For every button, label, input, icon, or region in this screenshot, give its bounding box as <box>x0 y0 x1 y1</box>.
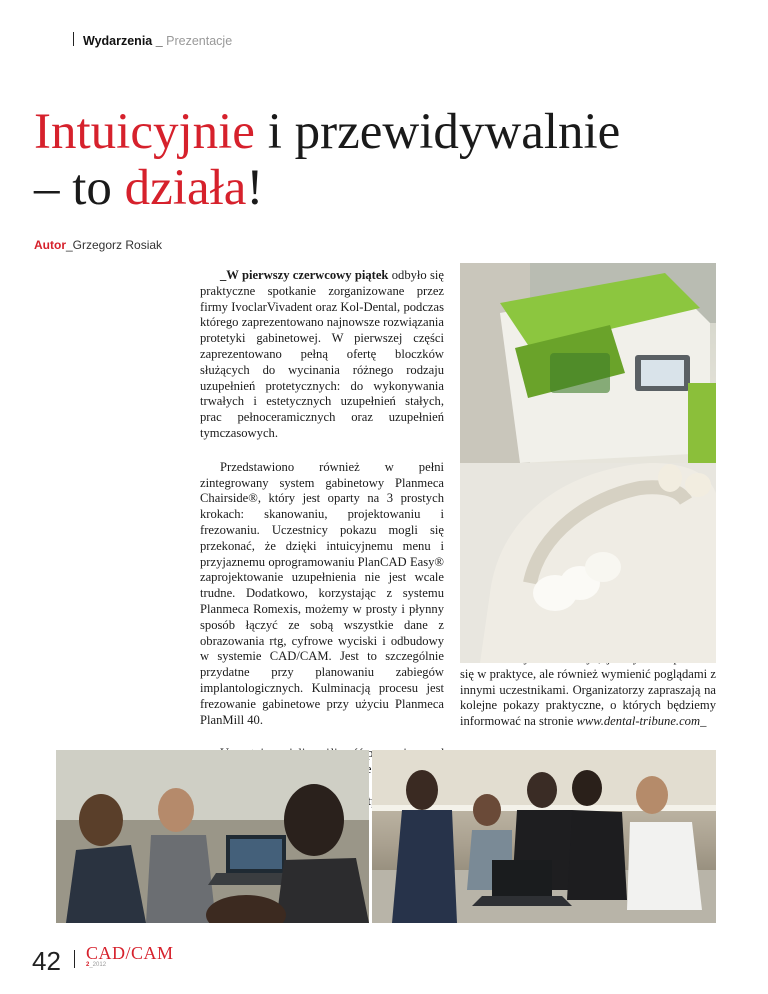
header-divider <box>73 32 74 46</box>
subsection-name: Prezentacje <box>166 34 233 48</box>
paragraph-1 <box>200 268 444 442</box>
photo-participants-laptop-demo <box>56 750 369 923</box>
author-byline <box>34 238 162 252</box>
paragraph-4-text: się w praktyce, ale również wymienić poglądami z innymi uczestnikami. Organizatorzy zapraszają na kolejne pokazy praktyczne, o których będziemy informować na stronie <box>460 666 716 729</box>
section-name: Wydarzenia _ <box>83 34 163 48</box>
author-name: _Grzegorz Rosiak <box>66 238 163 252</box>
page-number: 42 <box>32 946 61 976</box>
issue-number <box>86 962 106 968</box>
lead-in: _W pierwszy czerwcowy piątek <box>220 268 389 282</box>
paragraph-2: Przedstawiono również w pełni zintegrowany system gabinetowy Planmeca Chairside®, który jest oparty na 3 prostych krokach: skanowaniu, projektowaniu i frezowaniu. Uczestnicy pokazu mogli się przekonać, że dzięki intuicyjnemu menu i przyjaznemu oprogramowaniu PlanCAD Easy® zaprojektowanie uzupełnienia nie jest wcale trudne. Dodatkowo, korzystając z systemu Planmeca Romexis, możemy w prosty i płynny sposób łączyć ze sobą wszystkie dane z obrazowania rtg, cyfrowe wyciski i odbudowy w systemie CAD/CAM. Jest to szczególnie przydatne przy planowaniu zabiegów implantologicznych. Kulminacją procesu jest frezowanie gabinetowe przy użyciu Planmeca PlanMill 40. <box>200 459 444 727</box>
section-label <box>83 34 232 48</box>
article-title <box>34 104 754 216</box>
title-part-2: – to <box>34 160 125 216</box>
author-label: Autor <box>34 238 66 252</box>
photo-milling-unit-and-dental-model <box>460 263 716 663</box>
title-highlight-2: działa <box>124 160 247 216</box>
article-column-1 <box>200 268 444 810</box>
title-highlight-1: Intuicyjnie <box>34 104 255 160</box>
issue-number-value: 2 <box>86 962 90 968</box>
issue-year: _2012 <box>89 962 107 968</box>
photo-group-workshop <box>372 750 716 923</box>
publication-section-name: CAD/CAM <box>86 943 174 963</box>
title-part-1: i przewidywalnie <box>254 104 621 160</box>
website-link[interactable]: www.dental-tribune.com_ <box>576 714 707 729</box>
title-part-3: ! <box>246 160 264 216</box>
footer-divider <box>74 950 75 968</box>
paragraph-1-text: odbyło się praktyczne spotkanie zorganizowane przez firmy IvoclarVivadent oraz Kol-Dental, podczas którego zaprezentowano najnowsze rozwiązania protetyki gabinetowej. W pierwszej części zaprezentowano pełną ofertę bloczków służących do wycinania różnego rodzaju uzupełnień protetycznych: do wykonywania trwałych i estetycznych uzupełnień stałych, prac pełnoceramicznych oraz uzupełnień tymczasowych. <box>200 268 444 440</box>
